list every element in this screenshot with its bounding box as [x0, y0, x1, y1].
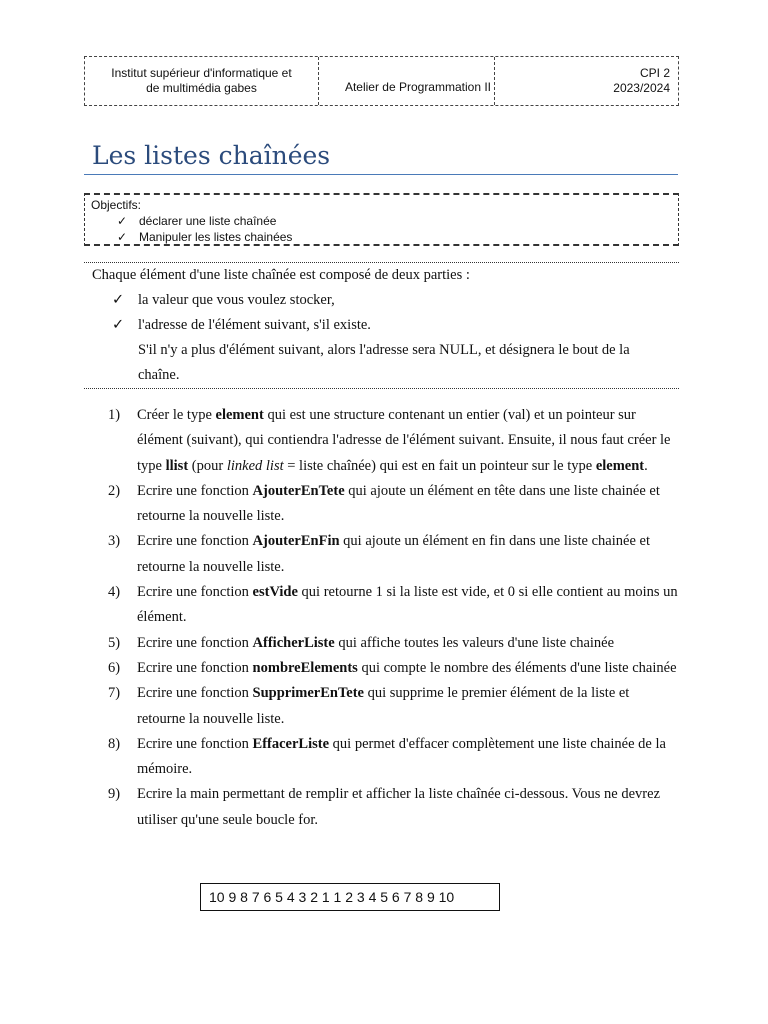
question-text [137, 656, 680, 681]
institute-line2: de multimédia gabes [146, 81, 257, 95]
keyword: AjouterEnTete [252, 482, 345, 499]
question-item [108, 479, 680, 530]
italic-term: linked list [226, 457, 284, 474]
text-run: Ecrire une fonction [137, 685, 253, 702]
keyword: element [215, 407, 264, 423]
text-run: (pour [188, 457, 227, 474]
question-text: Ecrire la main permettant de remplir et afficher la liste chaînée ci-dessous. Vous ne devrez utiliser qu'une seule boucle for. [137, 786, 660, 828]
bullet-text: la valeur que vous voulez stocker, [138, 292, 335, 308]
question-item [108, 732, 680, 783]
text-run: qui ajoute un élément en fin dans une liste chainée et retourne la nouvelle liste. [137, 533, 650, 575]
keyword: SupprimerEnTete [252, 685, 364, 702]
course-name: Atelier de Programmation II [344, 79, 491, 94]
text-run: qui est une structure contenant un entier (val) et un pointeur sur élément (suivant), qui contiendra l'adresse de l'élément suivant. Ensuite, il nous faut créer le type [137, 407, 671, 474]
academic-year: 2023/2024 [613, 81, 670, 95]
question-number: 9) [108, 786, 121, 803]
question-number: 8) [108, 735, 121, 752]
text-run: qui permet d'effacer complètement une liste chainée de la mémoire. [137, 735, 666, 778]
checkmark-icon: ✓ [112, 317, 125, 333]
page-title: Les listes chaînées [92, 141, 331, 170]
question-item [108, 529, 680, 580]
question-text [137, 479, 680, 530]
bullet-text: l'adresse de l'élément suivant, s'il existe. [138, 317, 371, 333]
title-underline [84, 174, 678, 175]
intro-continuation: S'il n'y a plus d'élément suivant, alors l'adresse sera NULL, et désignera le bout de la [138, 342, 630, 358]
question-item [108, 631, 680, 656]
checkmark-icon: ✓ [117, 214, 128, 228]
keyword: AjouterEnFin [252, 533, 340, 550]
checkmark-icon: ✓ [117, 230, 128, 244]
text-run: = liste chaînée) qui est en fait un pointeur sur le type [283, 457, 596, 474]
objective-text: Manipuler les listes chainées [139, 230, 293, 244]
keyword: estVide [252, 584, 298, 601]
institute-cell [85, 57, 319, 105]
text-run: Ecrire une fonction [137, 533, 253, 550]
keyword: element [595, 457, 645, 474]
intro-section [92, 263, 682, 388]
question-number: 2) [108, 482, 121, 499]
keyword: AfficherListe [252, 634, 335, 651]
text-run: Ecrire une fonction [137, 482, 253, 499]
objective-text: déclarer une liste chaînée [139, 214, 277, 228]
question-number: 7) [108, 685, 121, 702]
question-number: 5) [108, 634, 121, 651]
text-run: qui retourne 1 si la liste est vide, et 0 si elle contient au moins un élément. [137, 584, 678, 626]
keyword: EffacerListe [252, 735, 330, 752]
intro-bullet [92, 288, 682, 313]
text-run: Ecrire une fonction [137, 634, 253, 651]
text-run: qui supprime le premier élément de la liste et retourne la nouvelle liste. [137, 685, 630, 727]
text-run: qui compte le nombre des éléments d'une liste chainée [357, 659, 677, 676]
question-text [137, 529, 680, 580]
question-item [108, 580, 680, 631]
question-text [137, 732, 680, 783]
question-text [137, 631, 680, 656]
intro-lead: Chaque élément d'une liste chaînée est composé de deux parties : [92, 267, 470, 283]
class-cell [495, 57, 678, 105]
keyword: nombreElements [252, 659, 358, 676]
question-item [108, 681, 680, 732]
question-text [137, 403, 680, 479]
question-item [108, 656, 680, 681]
question-item [108, 782, 680, 833]
objective-item [91, 213, 672, 229]
keyword: llist [165, 457, 189, 474]
questions-list [108, 403, 680, 833]
text-run: Ecrire une fonction [137, 659, 253, 676]
text-run: Ecrire une fonction [137, 735, 253, 752]
text-run: Ecrire une fonction [137, 584, 253, 601]
course-cell [319, 57, 495, 105]
objectives-box [84, 193, 679, 246]
text-run: qui affiche toutes les valeurs d'une liste chainée [334, 634, 615, 651]
text-run: qui ajoute un élément en tête dans une liste chainée et retourne la nouvelle liste. [137, 482, 660, 525]
objectives-label: Objectifs: [91, 198, 142, 212]
intro-bottom-rule [84, 388, 679, 389]
question-number: 4) [108, 584, 121, 601]
question-item [108, 403, 680, 479]
header-table [84, 56, 679, 106]
objective-item [91, 229, 672, 245]
institute-line1: Institut supérieur d'informatique et [111, 66, 292, 80]
question-text [137, 681, 680, 732]
question-text [137, 580, 680, 631]
question-number: 6) [108, 659, 121, 676]
text-run: . [644, 457, 648, 474]
intro-continuation: chaîne. [138, 367, 180, 383]
question-number: 3) [108, 533, 121, 550]
checkmark-icon: ✓ [112, 292, 125, 308]
question-number: 1) [108, 407, 121, 423]
text-run: Créer le type [137, 407, 216, 423]
intro-bullet [92, 313, 682, 338]
class-name: CPI 2 [639, 66, 670, 80]
sequence-box: 10 9 8 7 6 5 4 3 2 1 1 2 3 4 5 6 7 8 9 10 [200, 883, 500, 911]
